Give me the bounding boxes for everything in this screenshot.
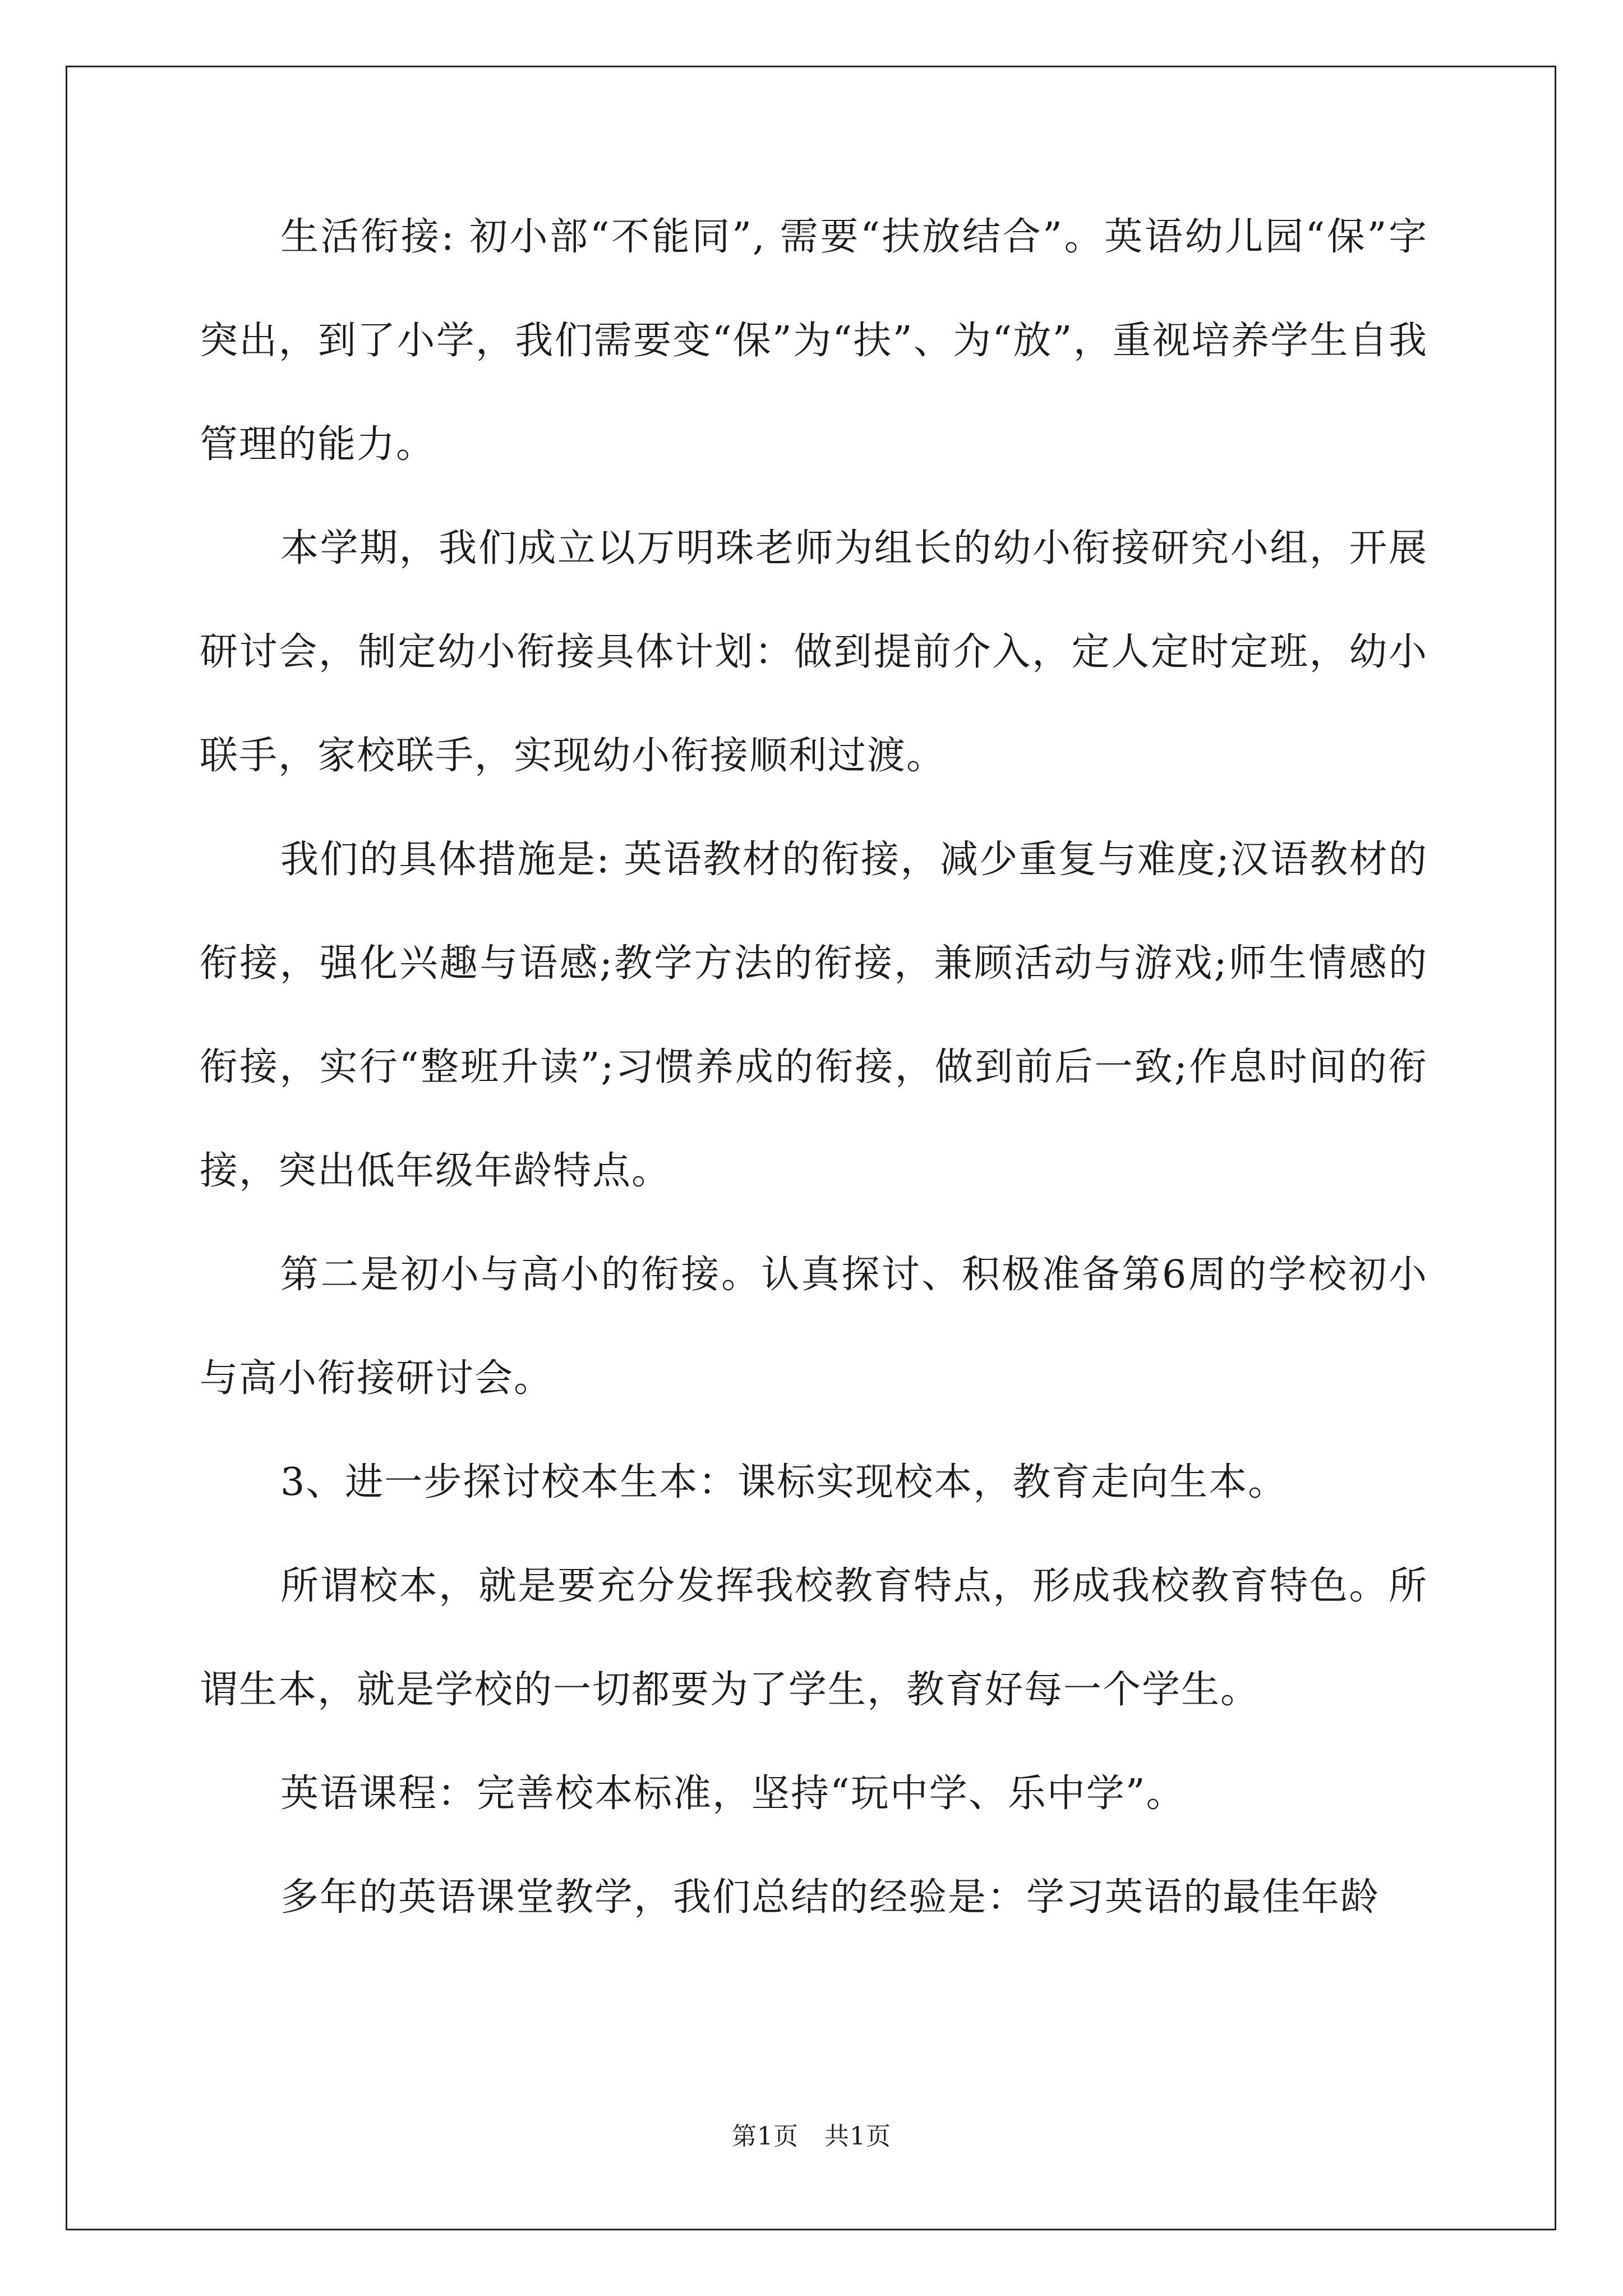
page-footer [0,2116,1623,2152]
paragraph-school-based: 3、进一步探讨校本生本：课标实现校本，教育走向生本。 [280,1460,1288,1504]
page-total: 共1页 [824,2122,891,2151]
page-number: 第1页 [732,2122,799,2151]
paragraph-upper-lower-transition: 第二是初小与高小的衔接。认真探讨、积极准备第6周的学校初小与高小衔接研讨会。 [200,1253,1428,1401]
paragraph-english-experience: 多年的英语课堂教学，我们总结的经验是：学习英语的最佳年龄 [280,1875,1380,1920]
paragraph-english-course: 英语课程：完善校本标准，坚持“玩中学、乐中学”。 [280,1772,1186,1816]
paragraph-specific-measures: 我们的具体措施是: 英语教材的衔接，减少重复与难度;汉语教材的衔接，强化兴趣与语感;教学方法的衔接，兼顾活动与游戏;师生情感的衔接，实行“整班升读”;习惯养成的衔接，做到前后一致;作息时间的衔接，突出低年级年龄特点。 [200,838,1428,1193]
document-body [200,185,1428,1949]
paragraph-school-student-based: 所谓校本，就是要充分发挥我校教育特点，形成我校教育特色。所谓生本，就是学校的一切都要为了学生，教育好每一个学生。 [200,1564,1428,1712]
paragraph-research-group: 本学期，我们成立以万明珠老师为组长的幼小衔接研究小组，开展研讨会，制定幼小衔接具体计划：做到提前介入，定人定时定班，幼小联手，家校联手，实现幼小衔接顺利过渡。 [200,526,1428,778]
paragraph-life-transition: 生活衔接: 初小部“不能同”, 需要“扶放结合”。英语幼儿园“保”字突出，到了小学，我们需要变“保”为“扶”、为“放”，重视培养学生自我管理的能力。 [200,215,1428,467]
